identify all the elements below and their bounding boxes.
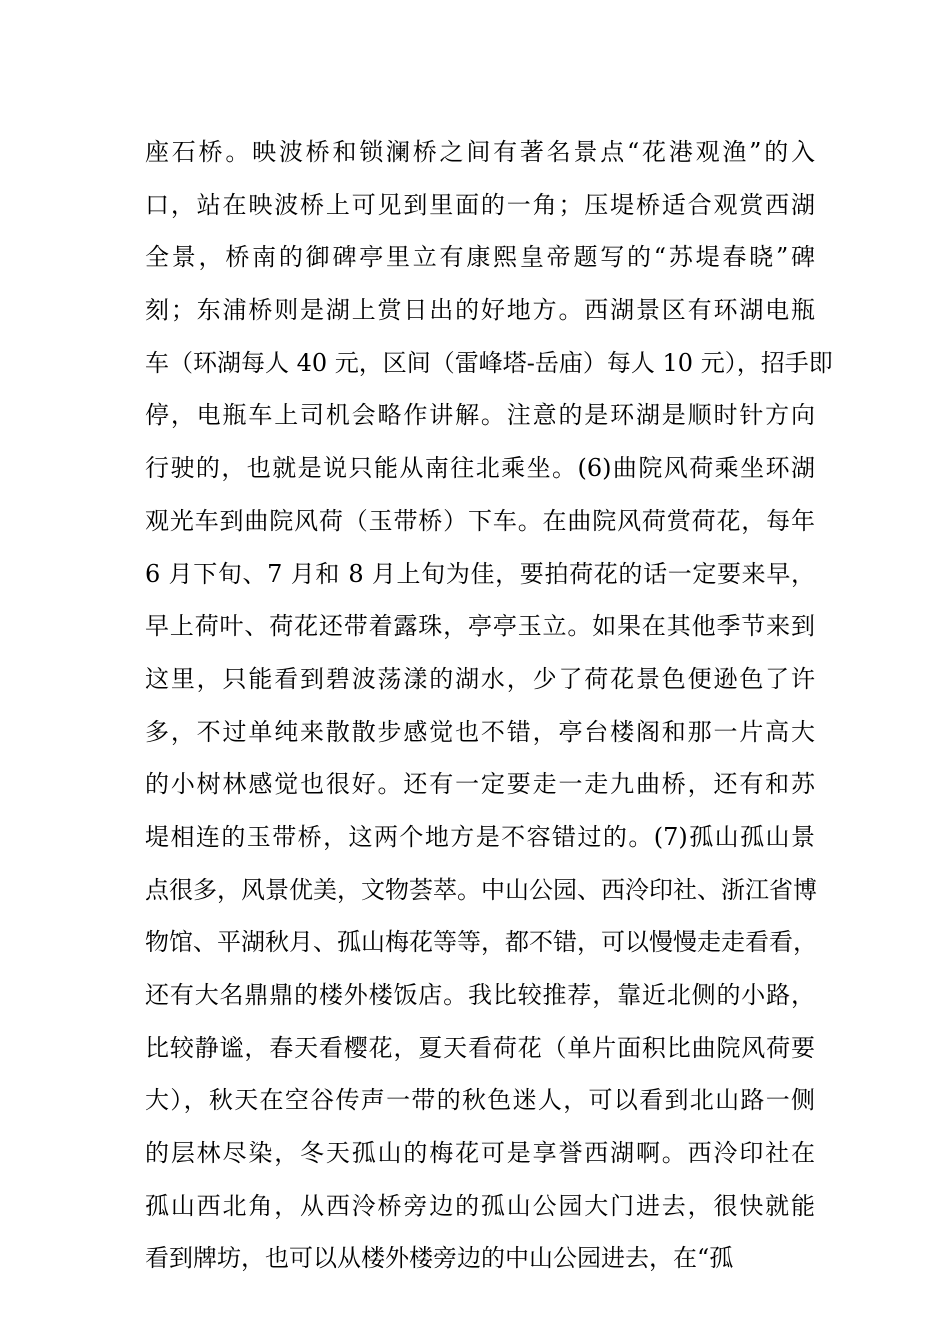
- text-line: 观光车到曲院风荷（玉带桥）下车。在曲院风荷赏荷花，每年: [145, 506, 815, 535]
- text-line: 座石桥。映波桥和锁澜桥之间有著名景点“花港观渔”的入: [145, 138, 815, 166]
- text-line: 多，不过单纯来散散步感觉也不错，亭台楼阁和那一片高大: [145, 717, 815, 746]
- text-line: 孤山西北角，从西泠桥旁边的孤山公园大门进去，很快就能: [145, 1191, 815, 1220]
- text-line: 行驶的，也就是说只能从南往北乘坐。(6)曲院风荷乘坐环湖: [145, 454, 815, 483]
- text-line: 的层林尽染，冬天孤山的梅花可是享誉西湖啊。西泠印社在: [145, 1139, 815, 1168]
- text-line: 堤相连的玉带桥，这两个地方是不容错过的。(7)孤山孤山景: [145, 822, 815, 851]
- text-line: 全景，桥南的御碑亭里立有康熙皇帝题写的“苏堤春晓”碑: [145, 243, 815, 272]
- body-text: [145, 126, 833, 1285]
- text-line: 看到牌坊，也可以从楼外楼旁边的中山公园进去，在“孤: [145, 1244, 734, 1273]
- text-line: 刻；东浦桥则是湖上赏日出的好地方。西湖景区有环湖电瓶: [145, 296, 815, 325]
- text-line: 这里，只能看到碧波荡漾的湖水，少了荷花景色便逊色了许: [145, 664, 815, 693]
- text-line: 口，站在映波桥上可见到里面的一角；压堤桥适合观赏西湖: [145, 190, 815, 219]
- text-line: 车（环湖每人 40 元，区间（雷峰塔-岳庙）每人 10 元），招手即: [145, 348, 833, 377]
- text-line: 的小树林感觉也很好。还有一定要走一走九曲桥，还有和苏: [145, 770, 815, 799]
- text-line: 停，电瓶车上司机会略作讲解。注意的是环湖是顺时针方向: [145, 401, 815, 430]
- text-line: 比较静谧，春天看樱花，夏天看荷花（单片面积比曲院风荷要: [145, 1033, 815, 1062]
- text-line: 大），秋天在空谷传声一带的秋色迷人，可以看到北山路一侧: [145, 1086, 815, 1115]
- text-line: 早上荷叶、荷花还带着露珠，亭亭玉立。如果在其他季节来到: [145, 612, 815, 641]
- text-line: 物馆、平湖秋月、孤山梅花等等，都不错，可以慢慢走走看看，: [145, 928, 817, 957]
- text-line: 还有大名鼎鼎的楼外楼饭店。我比较推荐，靠近北侧的小路，: [145, 981, 815, 1009]
- text-line: 6 月下旬、7 月和 8 月上旬为佳，要拍荷花的话一定要来早，: [145, 559, 815, 588]
- text-line: 点很多，风景优美，文物荟萃。中山公园、西泠印社、浙江省博: [145, 875, 817, 904]
